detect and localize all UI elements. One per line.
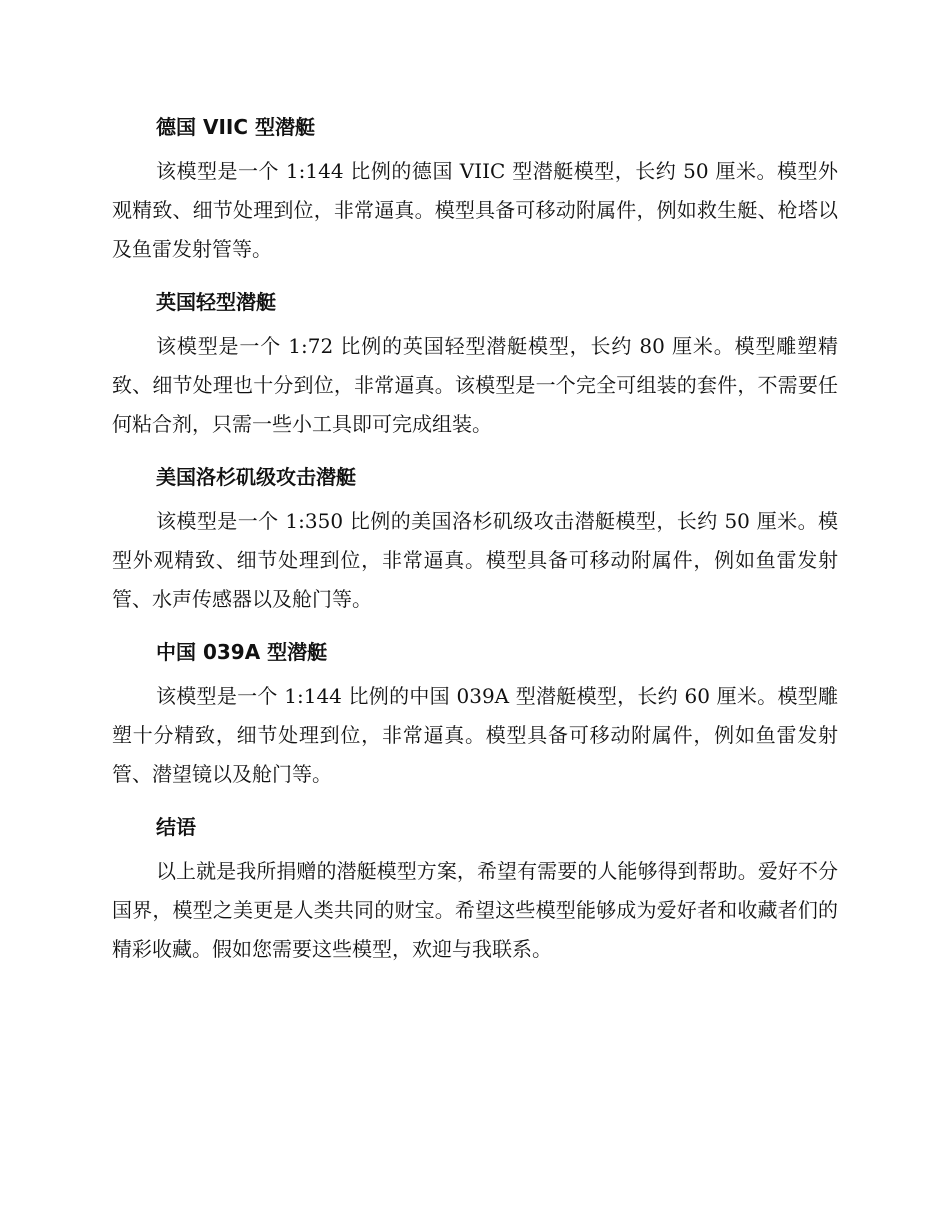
section-heading: 英国轻型潜艇 bbox=[156, 290, 276, 314]
section-china-039a bbox=[112, 632, 838, 794]
section-british-light bbox=[112, 282, 838, 444]
section-us-los-angeles bbox=[112, 457, 838, 619]
section-heading: 中国 039A 型潜艇 bbox=[156, 640, 328, 664]
section-german-viic bbox=[112, 107, 838, 269]
section-paragraph: 该模型是一个 1:144 比例的德国 VIIC 型潜艇模型，长约 50 厘米。模型外观精致、细节处理到位，非常逼真。模型具备可移动附属件，例如救生艇、枪塔以及鱼雷发射管等。 bbox=[112, 159, 838, 261]
section-paragraph: 该模型是一个 1:72 比例的英国轻型潜艇模型，长约 80 厘米。模型雕塑精致、细节处理也十分到位，非常逼真。该模型是一个完全可组装的套件，不需要任何粘合剂，只需一些小工具即可完成组装。 bbox=[112, 334, 838, 436]
section-paragraph: 该模型是一个 1:144 比例的中国 039A 型潜艇模型，长约 60 厘米。模型雕塑十分精致，细节处理到位，非常逼真。模型具备可移动附属件，例如鱼雷发射管、潜望镜以及舱门等。 bbox=[112, 684, 838, 786]
document-page bbox=[112, 107, 838, 982]
section-conclusion bbox=[112, 807, 838, 969]
section-heading: 德国 VIIC 型潜艇 bbox=[156, 115, 315, 139]
section-paragraph: 该模型是一个 1:350 比例的美国洛杉矶级攻击潜艇模型，长约 50 厘米。模型外观精致、细节处理到位，非常逼真。模型具备可移动附属件，例如鱼雷发射管、水声传感器以及舱门等。 bbox=[112, 509, 838, 611]
section-paragraph: 以上就是我所捐赠的潜艇模型方案，希望有需要的人能够得到帮助。爱好不分国界，模型之美更是人类共同的财宝。希望这些模型能够成为爱好者和收藏者们的精彩收藏。假如您需要这些模型，欢迎与我联系。 bbox=[112, 859, 838, 961]
section-heading: 美国洛杉矶级攻击潜艇 bbox=[156, 465, 356, 489]
section-heading: 结语 bbox=[156, 815, 196, 839]
